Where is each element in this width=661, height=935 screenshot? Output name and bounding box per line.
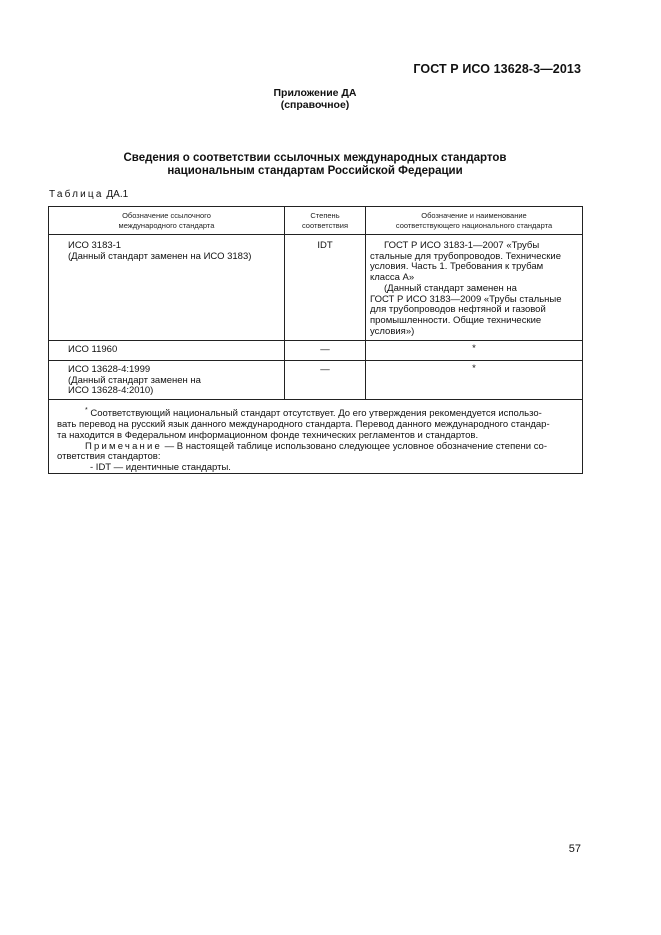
footnote-divider xyxy=(49,399,582,400)
appendix-label: Приложение ДА xyxy=(273,87,357,99)
cell-text: ИСО 3183-1 xyxy=(68,240,122,251)
footnote-marker: * xyxy=(85,407,88,414)
cell-text: промышленности. Общие технические xyxy=(370,314,542,326)
section-heading xyxy=(0,152,630,178)
footnote-text: вать перевод на русский язык данного международного стандарта. Перевод данного международного стандар- xyxy=(57,418,550,430)
cell-text: * xyxy=(472,343,476,354)
cell-text: для трубопроводов нефтяной и газовой xyxy=(370,304,546,316)
header-col-1 xyxy=(49,211,284,231)
cell-text: стальные для трубопроводов. Технические xyxy=(370,250,562,262)
header-divider xyxy=(49,234,582,235)
row-divider xyxy=(49,340,582,341)
cell-text: класса А» xyxy=(370,272,415,284)
cell-text: ИСО 11960 xyxy=(68,344,118,355)
page-number: 57 xyxy=(568,843,581,855)
footnote-text: та находится в Федеральном информационном фонде технических регламентов и стандартов. xyxy=(57,429,479,441)
standards-table xyxy=(48,206,583,474)
cell-text: условия») xyxy=(370,325,415,337)
appendix-subtitle: (справочное) xyxy=(280,99,350,111)
note-label: Примечание xyxy=(85,440,162,452)
cell-text: * xyxy=(472,363,476,374)
table-row-3-designation xyxy=(68,365,280,397)
cell-text: (Данный стандарт заменен на xyxy=(384,282,517,294)
cell-text: (Данный стандарт заменен на xyxy=(68,374,201,386)
note-text: ответствия стандартов: xyxy=(57,451,161,463)
header-col-2 xyxy=(285,211,365,231)
header-col-2-line-2: соответствия xyxy=(301,221,349,230)
cell-text: ГОСТ Р ИСО 3183—2009 «Трубы стальные xyxy=(370,293,562,305)
header-col-1-line-1: Обозначение ссылочного xyxy=(122,211,211,220)
appendix-title xyxy=(0,87,630,111)
table-row-1-national-standard xyxy=(370,241,580,337)
note-list-item: - IDT — идентичные стандарты. xyxy=(90,462,231,474)
heading-line-2: национальным стандартам Российской Федерации xyxy=(167,165,463,177)
table-footnote xyxy=(57,406,577,474)
cell-text: условия. Часть 1. Требования к трубам xyxy=(370,261,544,273)
table-row-2-designation xyxy=(68,345,280,356)
header-col-3-line-1: Обозначение и наименование xyxy=(421,211,527,220)
cell-text: ИСО 13628-4:1999 xyxy=(68,364,151,375)
document-code: ГОСТ Р ИСО 13628-3—2013 xyxy=(413,62,581,76)
header-col-3 xyxy=(366,211,582,231)
header-col-1-line-2: международного стандарта xyxy=(118,221,215,230)
cell-text: ИСО 13628-4:2010) xyxy=(68,385,154,397)
table-row-3-degree: — xyxy=(320,364,330,375)
cell-text: (Данный стандарт заменен на ИСО 3183) xyxy=(68,250,252,262)
header-col-2-line-1: Степень xyxy=(310,211,340,220)
footnote-text: Соответствующий национальный стандарт отсутствует. До его утверждения рекомендуется использо- xyxy=(90,408,542,420)
header-col-3-line-2: соответствующего национального стандарта xyxy=(395,221,553,230)
table-caption xyxy=(49,189,128,200)
table-row-1-designation xyxy=(68,241,280,262)
table-row-2-national-standard xyxy=(366,344,582,355)
heading-line-1: Сведения о соответствии ссылочных международных стандартов xyxy=(123,152,507,164)
cell-text: ГОСТ Р ИСО 3183-1—2007 «Трубы xyxy=(384,240,540,251)
note-text: — В настоящей таблице использовано следующее условное обозначение степени со- xyxy=(162,440,548,452)
table-caption-prefix: Таблица xyxy=(49,189,104,200)
table-row-3-national-standard xyxy=(366,364,582,375)
table-row-1-degree: IDT xyxy=(317,240,333,251)
table-row-2-degree: — xyxy=(320,344,330,355)
table-caption-number: ДА.1 xyxy=(106,189,129,200)
row-divider xyxy=(49,360,582,361)
